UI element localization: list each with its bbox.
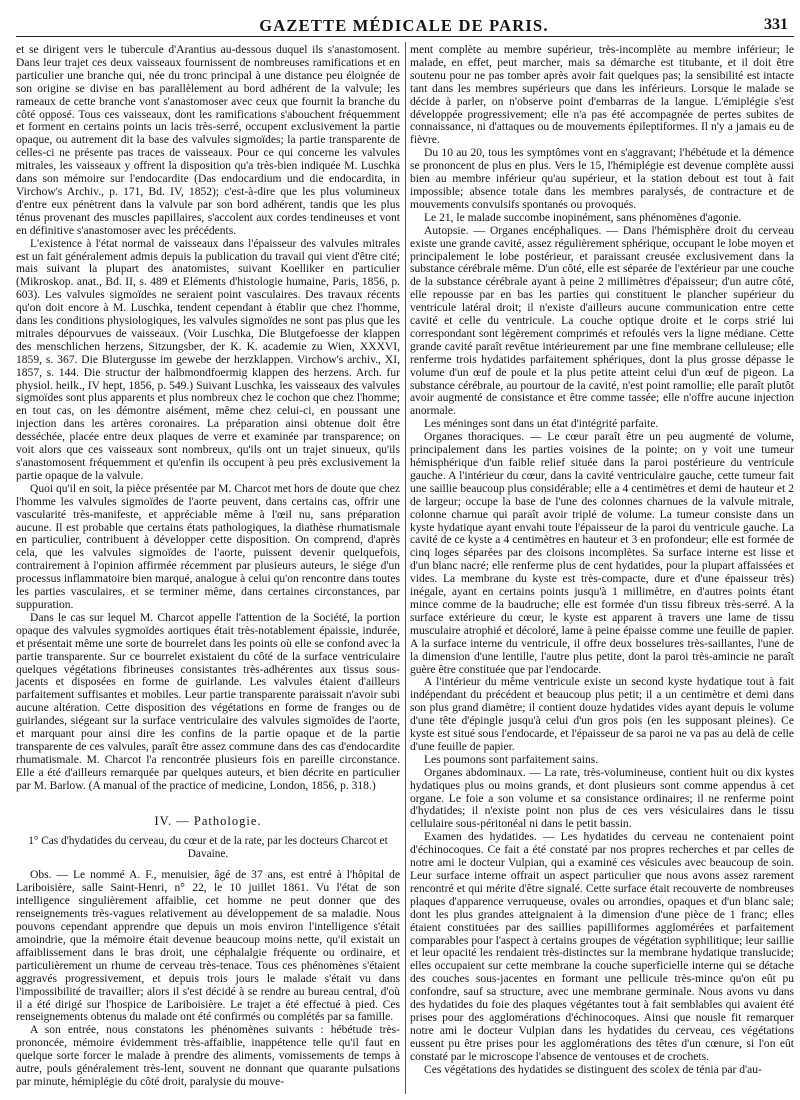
paragraph: Les méninges sont dans un état d'intégrité parfaite. [424, 418, 659, 431]
paragraph: et se dirigent vers le tubercule d'Arantius au-dessous duquel ils s'anastomosent. Dans leur trajet ces deux vaisseaux fournissent de nombreuses ramifications et en particulier une branche qui, née du tronc principal à une distance peu éloignée de son origine se divise en bas parallèlement au bord adhérent de la valvule; les rameaux de cette branche vont s'anastomoser avec ceux que fournit la branche du côté opposé. Tous ces vaisseaux, dont les ramifications s'abouchent fréquemment et forment en certains points un lacis très-serré, occupent exclusivement la partie opaque, ou autrement dit la base des valvules sigmoïdes; la partie transparente de celles-ci ne présente pas traces de vaisseaux. Pour ce qui concerne les valvules mitrales, les vaisseaux y offrent la disposition qu'a très-bien indiquée M. Luschka dans son mémoire sur l'endocardite (Das endocardium und die endocardita, in Virchow's Archiv., p. 171, Bd. IV, 1852); c'est-à-dire que les plus volumineux d'entre eux pénètrent dans la valvule par son bord adhérent, tandis que les plus ténus provenant des muscles papillaires, s'accolent aux cordes tendineuses et vont en définitive s'anastomoser avec les précédents. [16, 44, 400, 237]
paragraph: Examen des hydatides. — Les hydatides du cerveau ne contenaient point d'échinocoques. Ce fait a été constaté par nos propres recherches et par celles de notre ami le docteur Vulpian, qui a examiné ces vésicules avec beaucoup de soin. Leur surface interne offrait un aspect particulier que nous avons assez rarement rencontré et qui mérite d'être signalé. Cette surface était recouverte de nombreuses plaques d'apparence verruqueuse, ovales ou arrondies, opaques et d'un blanc sale; dont les plus grandes atteignaient à la dimension d'une pièce de 1 franc; elles étaient constituées par des saillies papilliformes agglomérées et parfaitement comparables pour l'aspect à certains groupes de végétation syphilitique; leur saillie et leur opacité les rendaient très-distinctes sur la membrane hydatique translucide; elles occupaient sur cette membrane la couche superficielle interne qui se détache des couches sous-jacentes en formant une pellicule très-mince qu'on eût pu confondre, sauf sa structure, avec une membrane germinale. Nous avons vu dans des hydatides du foie des plaques végétantes tout à fait semblables qui avaient été prises pour des agglomérations d'échinocoques. Ainsi que nousle fit remarquer notre ami le docteur Vulpian dans les hydatides du cerveau, ces végétations eussent pu être prises pour les agglomérations des têtes d'un cœnure, si l'on eût constaté par le microscope l'absence de ventouses et de crochets. [410, 831, 794, 1063]
article-title: 1° Cas d'hydatides du cerveau, du cœur et de la rate, par les docteurs Charcot et Davaine. [28, 835, 388, 861]
left-column [16, 44, 400, 1089]
paragraph: Organes thoraciques. — Le cœur paraît être un peu augmenté de volume, principalement dans les parties voisines de la pointe; on y voit une tumeur hémisphérique d'un faible relief située dans la paroi postérieure du ventricule gauche. A l'intérieur du cœur, dans la cavité ventriculaire gauche, cette tumeur fait une saillie beaucoup plus considérable; elle a 4 centimètres et demi de hauteur et 2 de largeur; occupe la base de l'une des colonnes charnues de la valvule mitrale, colonne charnue qui paraît avoir triplé de volume. La tumeur consiste dans un kyste hydatique ayant envahi toute l'épaisseur de la paroi du ventricule gauche. La cavité de ce kyste a 4 centimètres en hauteur et 3 en profondeur; elle est formée de cinq loges séparées par des cloisons incomplètes. Sa surface interne est lisse et d'un blanc nacré; elle renferme plus de cent hydatides, pour la plupart affaissées et vides. La membrane du kyste est très-compacte, dure et d'une épaisseur très) inégale, ayant en certains points jusqu'à 1 millimètre, en d'autres points étant mince comme de la baudruche; elle est formée d'un tissu fibreux très-serré. A la surface extérieure du cœur, le kyste est apparent à travers une lame de tissu musculaire atrophié et décoloré, lame à peine épaisse comme une feuille de papier. A la surface interne du ventricule, il offre deux bosselures très-saillantes, l'une de la dimension d'une lentille, l'autre plus petite, dont la paroi très-amincie ne paraît guère être constituée que par l'endocarde. [410, 431, 794, 676]
paragraph: Du 10 au 20, tous les symptômes vont en s'aggravant; l'hébétude et la démence se prononcent de plus en plus. Vers le 15, l'hémiplégie est devenue complète aussi bien au membre inférieur qu'au supérieur, et la station debout est tout à fait impossible; absence totale dans les membres paralysés, de contracture et de mouvements convulsifs spontanés ou provoqués. [410, 147, 794, 211]
paragraph: ment complète au membre supérieur, très-incomplète au membre inférieur; le malade, en effet, peut marcher, mais sa démarche est titubante, et il doit être soutenu pour ne pas tomber après avoir fait quelques pas; la sensibilité est intacte tant dans les membres supérieurs que dans les inférieurs. Lorsque le malade se décide à parler, on n'observe point d'embarras de la langue. L'émiplégie s'est développée progressivement; elle n'a pas été accompagnée de pertes subites de connaissance, ni d'attaques ou de mouvements épileptiformes. Il n'y a jamais eu de fièvre. [410, 44, 794, 147]
right-column [410, 44, 794, 1077]
paragraph: Organes abdominaux. — La rate, très-volumineuse, contient huit ou dix kystes hydatiques plus ou moins grands, et dont plusieurs sont comme appendus à cet organe. Le foie a son volume et sa consistance ordinaires; il ne renferme point d'hydatides; il n'existe point non plus de ces vers vésiculaires dans le tissu cellulaire sous-péritonéal ni dans le petit bassin. [410, 766, 794, 831]
paragraph: Dans le cas sur lequel M. Charcot appelle l'attention de la Société, la portion opaque des valvules sygmoïdes aortiques était très-notablement épaissie, indurée, et présentait même une sorte de bourrelet dans les points où elle se confond avec la partie transparente. Sur ce bourrelet existaient du côté de la surface ventriculaire quelques végétations fibrineuses consistantes très-adhérentes aux tissus sous-jacents et disposées en forme de guirlande. Les valvules étaient d'ailleurs parfaitement suffisantes et mobiles. Leur partie transparente paraissait n'avoir subi aucune altération. Cette disposition des végétations en forme de franges ou de guirlandes, siégeant sur la surface ventriculaire des valvules sigmoïdes de l'aorte, et marquant pour ainsi dire les confins de la partie opaque et de la partie transparente de ces valvules, paraît être assez commune dans des cas d'endocardite rhumatismale. M. Charcot l'a rencontrée plusieurs fois en pareille circonstance. Elle a été d'ailleurs remarquée par quelques auteurs, et bien décrite en particulier par M. Barlow. (A manual of the practice of medicine, London, 1856, p. 318.) [16, 611, 400, 792]
page-number: 331 [764, 16, 788, 33]
journal-title: GAZETTE MÉDICALE DE PARIS. [259, 16, 549, 35]
paragraph: Obs. — Le nommé A. F., menuisier, âgé de 37 ans, est entré à l'hôpital de Lariboisière, salle Saint-Henri, n° 22, le 10 juillet 1861. Vu l'état de son intelligence singulièrement affaiblie, cet homme ne peut donner que des renseignements très-vagues relativement au développement de sa maladie. Nous pouvons cependant apprendre que depuis un mois environ l'intelligence s'était amoindrie, que la mémoire était devenue beaucoup moins nette, qu'il existait un affaiblissement dans le bras droit, une céphalalgie fréquente ou ordinaire, et particulièrement un rhume de cerveau très-tenace. Tous ces phénomènes s'étaient aggravés progressivement, et depuis trois jours le malade s'était vu dans l'impossibilité de travailler; alors il s'est décidé à se rendre au bureau central, d'où il a été dirigé sur l'hospice de Lariboisière. Le trajet a été effectué à pied. Ces renseignements obtenus du malade ont été confirmés ou complétés par sa famille. [16, 869, 400, 1024]
header-rule [16, 36, 794, 37]
section-title: IV. — Pathologie. [154, 813, 262, 828]
paragraph: Ces végétations des hydatides se distinguent des scolex de ténia par d'au- [424, 1063, 762, 1076]
paragraph: Les poumons sont parfaitement sains. [424, 753, 599, 766]
paragraph: Autopsie. — Organes encéphaliques. — Dans l'hémisphère droit du cerveau existe une grande cavité, assez régulièrement sphérique, occupant le lobe moyen et principalement le lobe postérieur, et paraissant creusée exclusivement dans la substance cérébrale même. D'un côté, elle est séparée de l'extérieur par une couche de la substance cérébrale ayant à peine 2 millimètres d'épaisseur; d'un autre côté, elle repousse par en bas les parties qui constituent le plancher supérieur du ventricule latéral droit; il n'existe d'ailleurs aucune communication entre cette cavité et celle du ventricule. La couche optique droite et le corps strié lui correspondant sont légèrement comprimés et refoulés vers la ligne médiane. Cette grande cavité paraît revêtue intérieurement par une fine membrane celluleuse; elle renferme trois hydatides parfaitement sphériques, dont la plus grosse dépasse le volume d'un œuf de poule et la plus petite atteint celui d'un œuf de pigeon. La substance cérébrale, au pourtour de la cavité, n'est point ramollie; elle paraît plutôt avoir augmenté de consistance et être comme tassée; elle n'offre aucune injection anormale. [410, 224, 794, 418]
paragraph: L'existence à l'état normal de vaisseaux dans l'épaisseur des valvules mitrales est un fait généralement admis depuis la publication du travail qui vient d'être cité; mais suivant la plupart des anatomistes, suivant Koelliker en particulier (Mikroskop. anat., Bd. II, s. 489 et Eléments d'histologie humaine, Paris, 1856, p. 603). Les valvules sigmoïdes ne seraient point vasculaires. Des travaux récents qu'on doit encore à M. Luschka, tendent cependant à établir que chez l'homme, dans les conditions physiologiques, les valvules sigmoïdes ne sont pas plus que les mitrales dépourvues de vaisseaux. (Voir Luschka, Die Blutgefoesse der klappen des menschlichen herzens, Sitzungsber, der K. K. academie zu Wien, XXXVI, 1859, s. 367. Die Blutergusse im gewebe der herzklappen. Virchow's archiv., XI, 1857, s. 144. Die structur der halbmondfoermig klappen des herzens. Arch. fur physiol. heilk., IV hept, 1856, p. 549.) Suivant Luschka, les vaisseaux des valvules sigmoïdes sont plus apparents et plus nombreux chez le cochon que chez l'homme; en tout cas, on les démontre aisément, même chez celui-ci, en poussant une injection dans les artères coronaires. La préparation ainsi obtenue doit être desséchée, placée entre deux plaques de verre et examinée par transparence; on voit alors que ces vaisseaux sont nombreux, qu'ils ont un trajet sinueux, qu'ils s'anastomosent fréquemment et qu'enfin ils occupent à peu près exclusivement la partie opaque de la valvule. [16, 237, 400, 482]
column-divider [405, 42, 406, 1094]
page-header [16, 12, 792, 38]
paragraph: Le 21, le malade succombe inopinément, sans phénomènes d'agonie. [424, 211, 742, 224]
paragraph: Quoi qu'il en soit, la pièce présentée par M. Charcot met hors de doute que chez l'homme les valvules sigmoïdes de l'aorte peuvent, dans certains cas, offrir une vascularité très-manifeste, et appréciable même à l'œil nu, sans préparation aucune. Il est probable que certains états pathologiques, la diathèse rhumatismale en particulier, contribuent à développer cette disposition. On comprend, d'après cela, que les valvules sigmoïdes de l'aorte, puissent devenir quelquefois, contrairement à l'opinion affirmée récemment par plusieurs auteurs, le siége d'un processus inflammatoire bien marqué, analogue à celui qu'on rencontre dans toutes les parties vasculaires, et se terminer même, dans certaines circonstances, par suppuration. [16, 482, 400, 611]
paragraph: A son entrée, nous constatons les phénomènes suivants : hébétude très-prononcée, mémoire évidemment très-affaiblie, inappétence telle qu'il faut en quelque sorte forcer le malade à prendre des aliments, vomissements de temps à autre, pouls généralement très-lent, souvent ne donnant que quarante pulsations par minute, hémiplégie du côté droit, paralysie du mouve- [16, 1024, 400, 1088]
paragraph: A l'intérieur du même ventricule existe un second kyste hydatique tout à fait indépendant du précédent et beaucoup plus petit; il a un centimètre et demi dans son plus grand diamètre; il contient douze hydatides vides ayant depuis le volume d'une tête d'épingle jusqu'à celui d'un gros pois (en les supposant pleines). Ce kyste est situé sous l'endocarde, et l'épaisseur de sa paroi ne va pas au delà de celle d'une feuille de papier. [410, 676, 794, 753]
